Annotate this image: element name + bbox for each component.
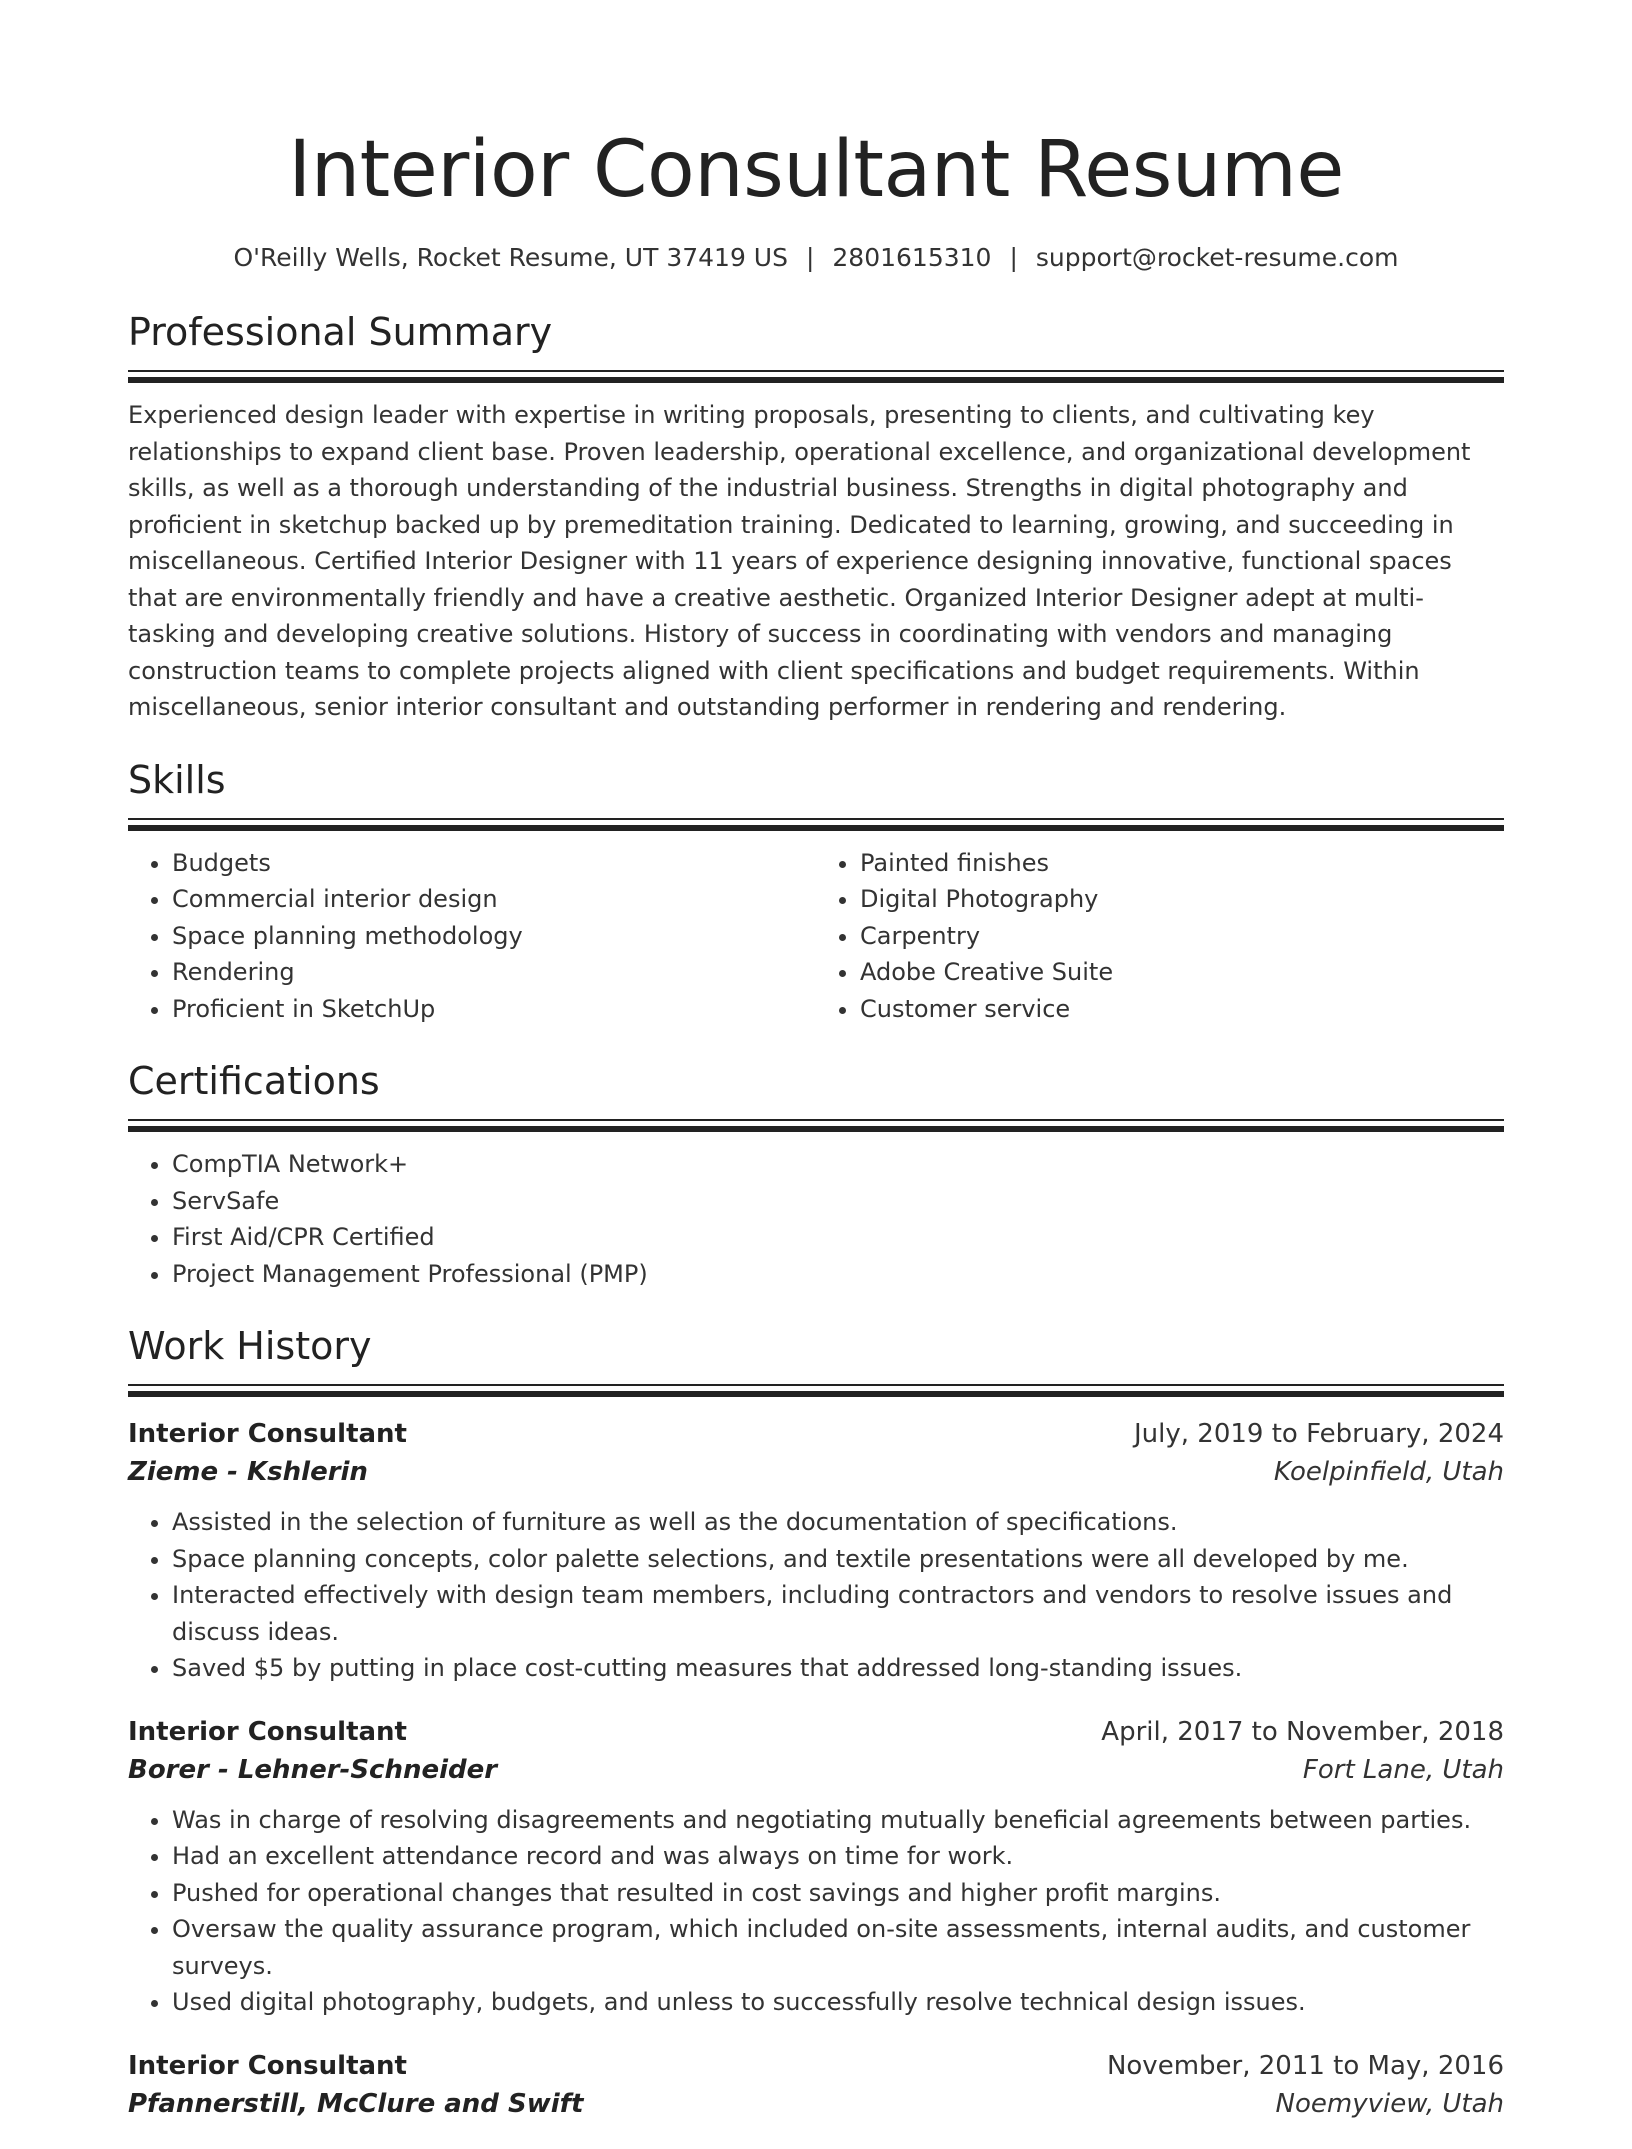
contact-phone: 2801615310 xyxy=(832,243,992,272)
job-subheader xyxy=(128,2085,1504,2123)
contact-separator: | xyxy=(805,243,815,272)
summary-text: Experienced design leader with expertise in writing proposals, presenting to clients, and cultivating key relationships to expand client base. Proven leadership, operational excellence, and organizational development skills, as well as a thorough understanding of the industrial business. Strengths in digital photography and proficient in sketchup backed up by premeditation training. Dedicated to learning, growing, and succeeding in miscellaneous. Certified Interior Designer with 11 years of experience designing innovative, functional spaces that are environmentally friendly and have a creative aesthetic. Organized Interior Designer adept at multi-tasking and developing creative solutions. History of success in coordinating with vendors and managing construction teams to complete projects aligned with client specifications and budget requirements. Within miscellaneous, senior interior consultant and outstanding performer in rendering and rendering. xyxy=(128,401,1471,721)
job-duty-item: • Had an excellent attendance record and was always on time for work. xyxy=(172,1838,1504,1875)
certification-item: • First Aid/CPR Certified xyxy=(172,1219,1504,1256)
work-history-heading: Work History xyxy=(128,1324,372,1368)
contact-line xyxy=(128,242,1504,274)
job-duty-item: • Saved $5 by putting in place cost-cutting measures that addressed long-standing issues. xyxy=(172,1650,1504,1687)
skill-item: • Digital Photography xyxy=(860,881,1504,918)
skills-columns xyxy=(128,845,1504,1028)
certifications-list xyxy=(128,1146,1504,1292)
section-divider xyxy=(128,1384,1504,1397)
job-entry xyxy=(128,2047,1504,2123)
job-subheader xyxy=(128,1751,1504,1789)
summary-heading: Professional Summary xyxy=(128,310,553,354)
section-divider xyxy=(128,370,1504,383)
job-dates: April, 2017 to November, 2018 xyxy=(1101,1716,1504,1747)
skills-heading: Skills xyxy=(128,757,226,802)
summary-section xyxy=(128,308,1504,726)
job-location: Fort Lane, Utah xyxy=(1302,1754,1504,1785)
skill-item: • Commercial interior design xyxy=(172,881,816,918)
resume-title: Interior Consultant Resume xyxy=(288,125,1344,215)
skill-item: • Budgets xyxy=(172,845,816,882)
certification-item: • ServSafe xyxy=(172,1183,1504,1220)
skills-section xyxy=(128,756,1504,1028)
skills-list-right xyxy=(816,845,1504,1028)
certification-item: • CompTIA Network+ xyxy=(172,1146,1504,1183)
job-duty-item: • Interacted effectively with design team members, including contractors and vendors to resolve issues and discuss ideas. xyxy=(172,1577,1504,1650)
job-duties-list xyxy=(128,1504,1504,1687)
job-duty-item: • Oversaw the quality assurance program, which included on-site assessments, internal audits, and customer surveys. xyxy=(172,1911,1504,1984)
section-divider xyxy=(128,818,1504,831)
job-company: Borer - Lehner-Schneider xyxy=(128,1754,498,1785)
work-history-section xyxy=(128,1322,1504,2123)
resume-page xyxy=(128,0,1504,2149)
skill-item: • Customer service xyxy=(860,991,1504,1028)
job-location: Noemyview, Utah xyxy=(1275,2088,1504,2119)
job-header xyxy=(128,1713,1504,1751)
job-duties-list xyxy=(128,1802,1504,2021)
job-duty-item: • Assisted in the selection of furniture as well as the documentation of specifications. xyxy=(172,1504,1504,1541)
skill-item: • Proficient in SketchUp xyxy=(172,991,816,1028)
job-subheader xyxy=(128,1453,1504,1491)
skill-item: • Rendering xyxy=(172,954,816,991)
job-title: Interior Consultant xyxy=(128,1419,407,1449)
contact-address: O'Reilly Wells, Rocket Resume, UT 37419 US xyxy=(233,243,788,272)
job-location: Koelpinfield, Utah xyxy=(1273,1457,1504,1487)
contact-email[interactable]: support@rocket-resume.com xyxy=(1035,243,1399,272)
job-dates: July, 2019 to February, 2024 xyxy=(1134,1419,1504,1449)
job-duty-item: • Space planning concepts, color palette selections, and textile presentations were all developed by me. xyxy=(172,1541,1504,1578)
job-title: Interior Consultant xyxy=(128,2050,407,2081)
job-company: Zieme - Kshlerin xyxy=(128,1457,368,1487)
certifications-heading: Certifications xyxy=(128,1059,380,1103)
skill-item: • Space planning methodology xyxy=(172,918,816,955)
job-dates: November, 2011 to May, 2016 xyxy=(1106,2050,1504,2081)
job-duty-item: • Used digital photography, budgets, and unless to successfully resolve technical design issues. xyxy=(172,1984,1504,2021)
job-list xyxy=(128,1415,1504,2123)
job-title: Interior Consultant xyxy=(128,1716,407,1747)
job-duty-item: • Was in charge of resolving disagreements and negotiating mutually beneficial agreements between parties. xyxy=(172,1802,1504,1839)
skill-item: • Carpentry xyxy=(860,918,1504,955)
job-entry xyxy=(128,1415,1504,1687)
job-duty-item: • Pushed for operational changes that resulted in cost savings and higher profit margins. xyxy=(172,1875,1504,1912)
skill-item: • Painted finishes xyxy=(860,845,1504,882)
job-entry xyxy=(128,1713,1504,2021)
skill-item: • Adobe Creative Suite xyxy=(860,954,1504,991)
certification-item: • Project Management Professional (PMP) xyxy=(172,1256,1504,1293)
job-header xyxy=(128,2047,1504,2085)
section-divider xyxy=(128,1119,1504,1132)
job-company: Pfannerstill, McClure and Swift xyxy=(128,2088,584,2119)
skills-list-left xyxy=(128,845,816,1028)
contact-separator: | xyxy=(1009,243,1018,272)
certifications-section xyxy=(128,1057,1504,1292)
job-header xyxy=(128,1415,1504,1453)
